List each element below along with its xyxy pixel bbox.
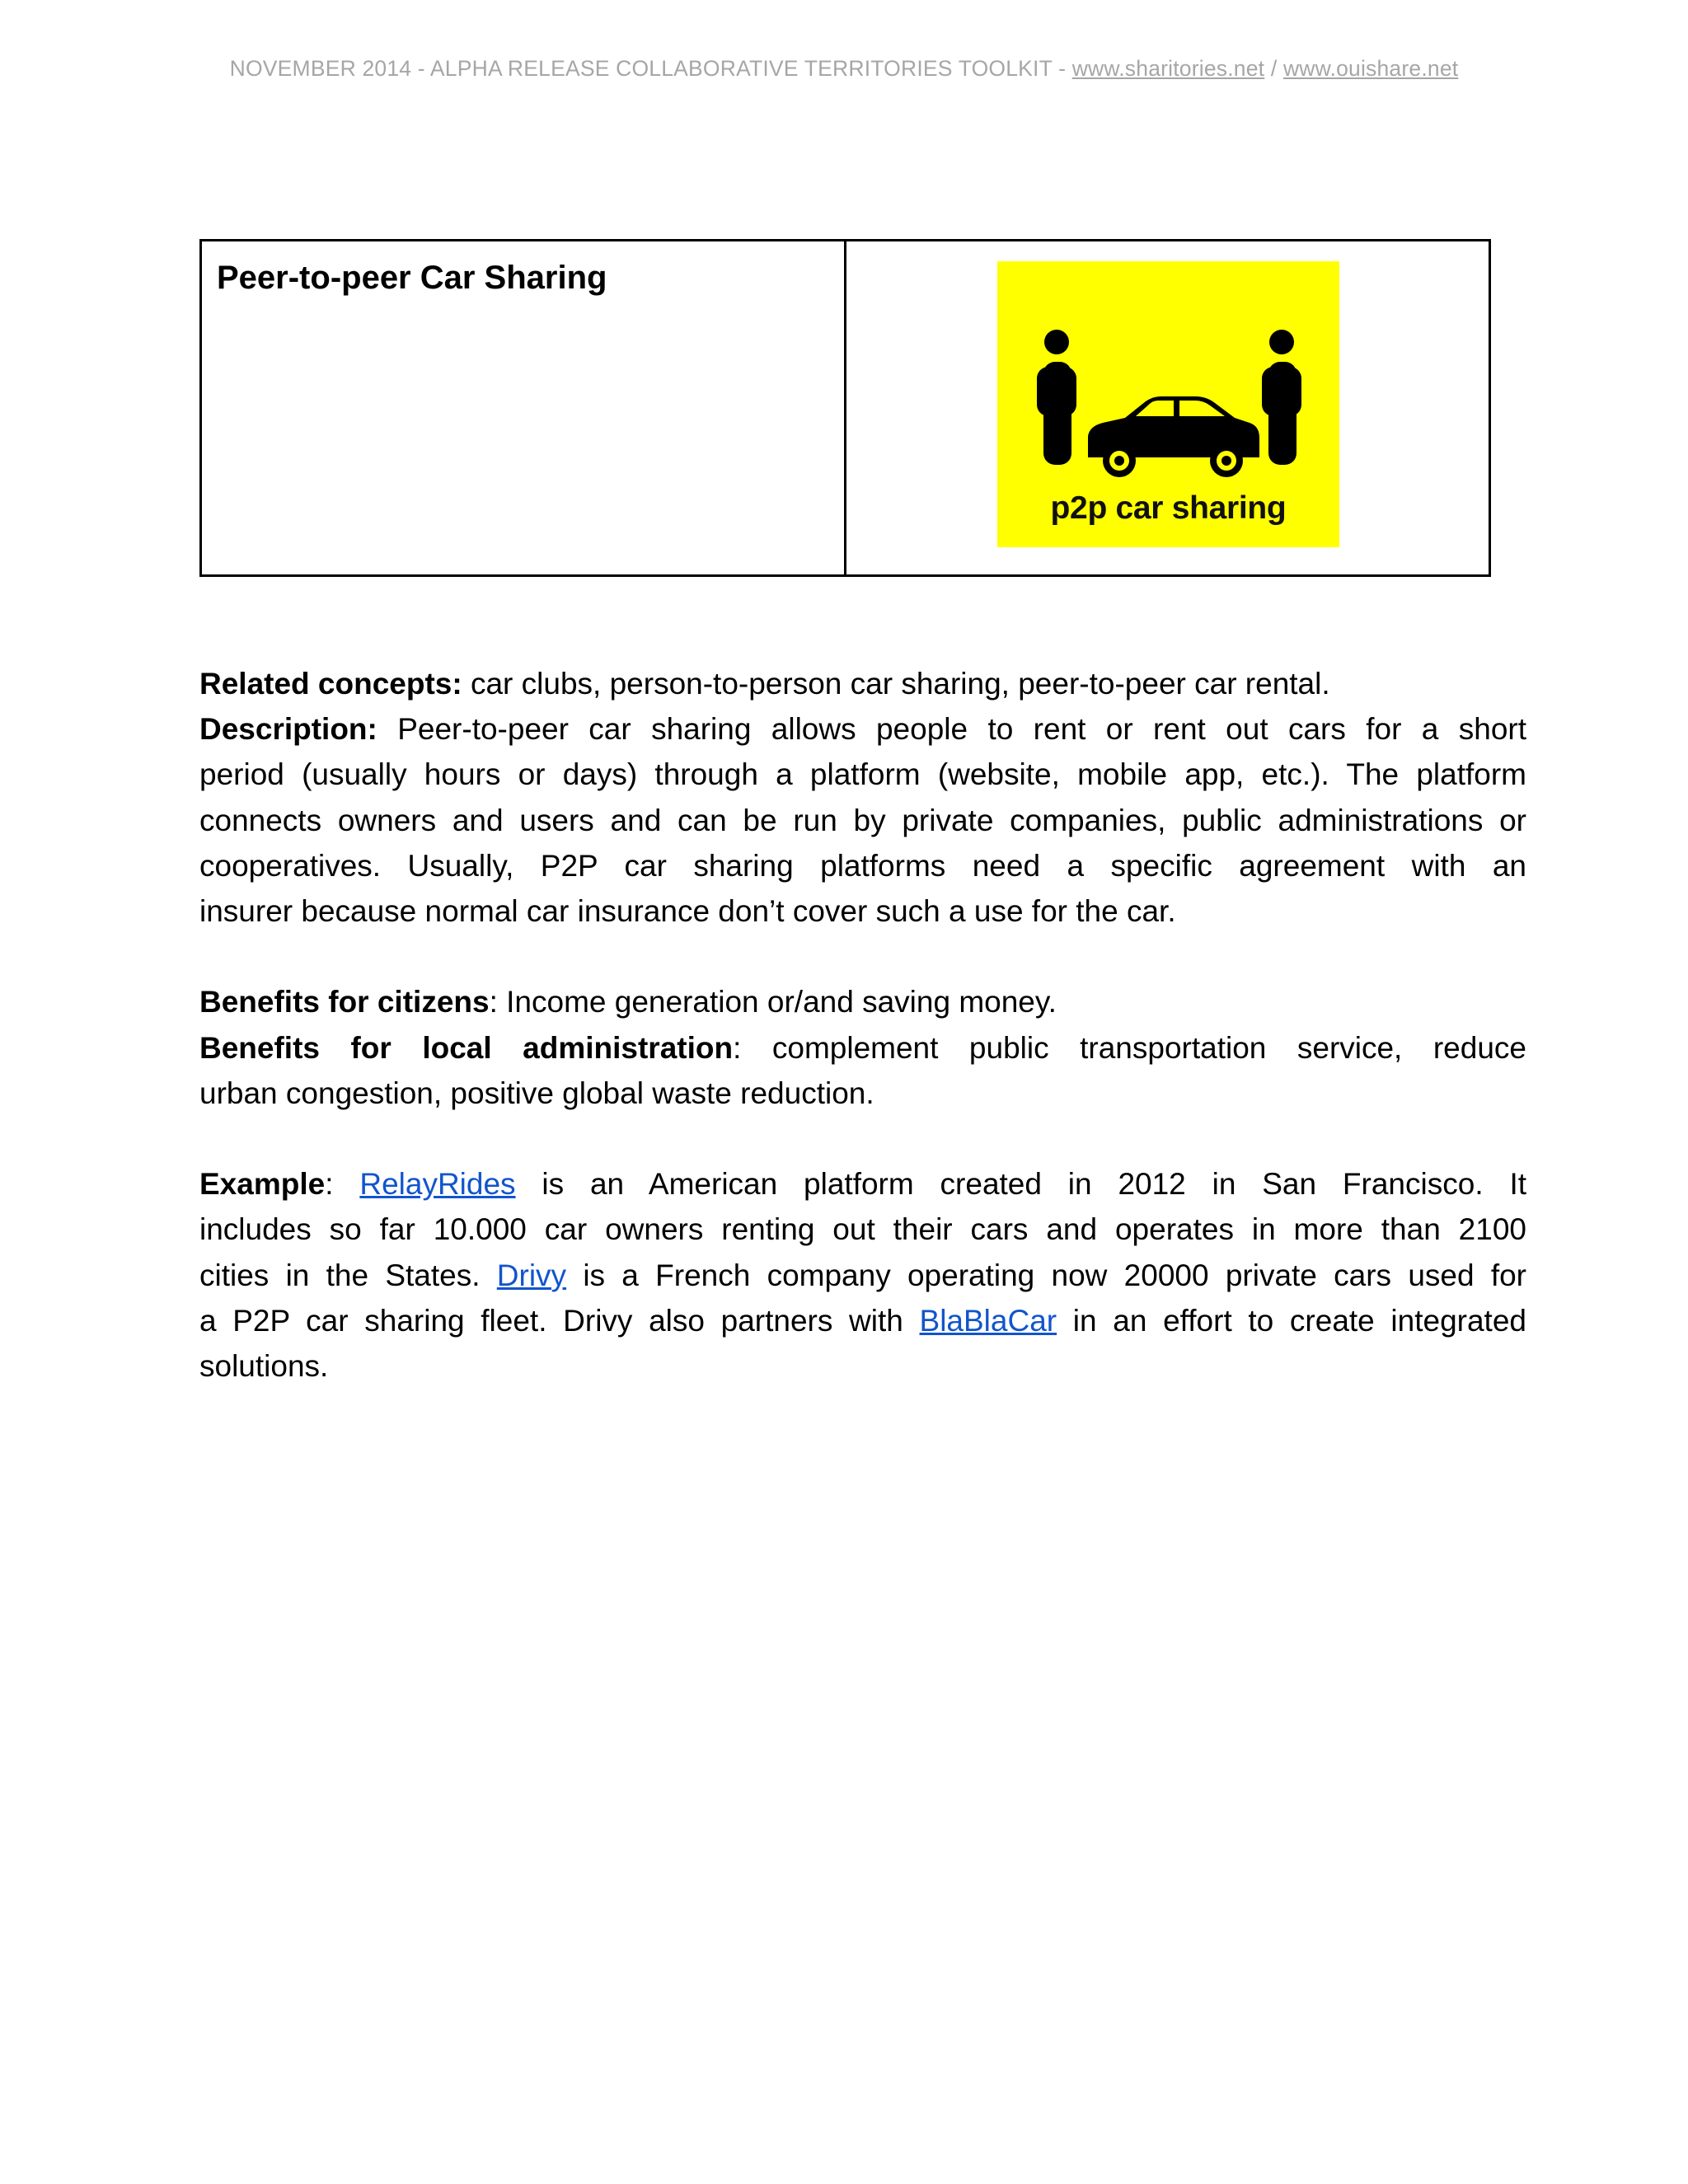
benefits-citizens (199, 979, 1526, 1024)
benefits-admin-text-1: : complement public transportation service, reduce (733, 1030, 1526, 1065)
relayrides-link[interactable]: RelayRides (359, 1167, 516, 1202)
paragraph-gap (199, 934, 1526, 979)
description-label: Description: (199, 712, 377, 747)
paragraph-gap (199, 1116, 1526, 1161)
example-line-1 (199, 1161, 1526, 1207)
p2p-car-sharing-logo (997, 261, 1339, 547)
card-image-cell (846, 241, 1489, 574)
benefits-citizens-text: : Income generation or/and saving money. (489, 985, 1057, 1019)
example-line-2: includes so far 10.000 car owners renting out their cars and operates in more than 2100 (199, 1212, 1526, 1247)
header-link-ouishare[interactable]: www.ouishare.net (1282, 56, 1459, 81)
example-colon: : (325, 1167, 360, 1202)
description-text-1: Peer-to-peer car sharing allows people to rent or rent out cars for a short (377, 712, 1526, 747)
benefits-admin-line-2: urban congestion, positive global waste reduction. (199, 1076, 874, 1110)
description-line-3: connects owners and users and can be run by private companies, public administrations or (199, 803, 1526, 837)
example-line-5: solutions. (199, 1349, 329, 1384)
description-line-2: period (usually hours or days) through a platform (website, mobile app, etc.). The platform (199, 757, 1526, 792)
example-text-4a: a P2P car sharing fleet. Drivy also partners with (199, 1303, 920, 1338)
concept-card (199, 239, 1491, 577)
drivy-link[interactable]: Drivy (496, 1258, 567, 1292)
card-title: Peer-to-peer Car Sharing (217, 260, 607, 296)
example-text-3b: is a French company operating now 20000 private cars used for (566, 1258, 1526, 1292)
blablacar-link[interactable]: BlaBlaCar (919, 1303, 1057, 1338)
header-separator: / (1264, 56, 1283, 81)
benefits-admin-label: Benefits for local administration (199, 1030, 734, 1065)
example-line-3 (199, 1253, 1526, 1298)
example-label: Example (199, 1167, 326, 1202)
related-concepts (199, 661, 1526, 706)
header-link-sharitories[interactable]: www.sharitories.net (1071, 56, 1265, 81)
logo-caption: p2p car sharing (1050, 490, 1287, 526)
header-text: NOVEMBER 2014 - ALPHA RELEASE COLLABORATIVE TERRITORIES TOOLKIT - (229, 56, 1072, 81)
card-title-cell (202, 241, 846, 574)
benefits-admin-line-1 (199, 1025, 1526, 1071)
related-text: car clubs, person-to-person car sharing, peer-to-peer car rental. (462, 667, 1330, 701)
example-text-1: is an American platform created in 2012 in San Francisco. It (515, 1167, 1526, 1202)
example-text-4b: in an effort to create integrated (1057, 1303, 1526, 1338)
description-line-5: insurer because normal car insurance don’t cover such a use for the car. (199, 894, 1176, 929)
concept-body (199, 661, 1526, 1389)
example-line-4 (199, 1298, 1526, 1343)
page-header (0, 56, 1688, 82)
benefits-citizens-label: Benefits for citizens (199, 985, 490, 1019)
description-line-1 (199, 706, 1526, 752)
related-label: Related concepts: (199, 667, 462, 701)
example-text-3a: cities in the States. (199, 1258, 497, 1292)
description-line-4: cooperatives. Usually, P2P car sharing platforms need a specific agreement with an (199, 848, 1526, 883)
